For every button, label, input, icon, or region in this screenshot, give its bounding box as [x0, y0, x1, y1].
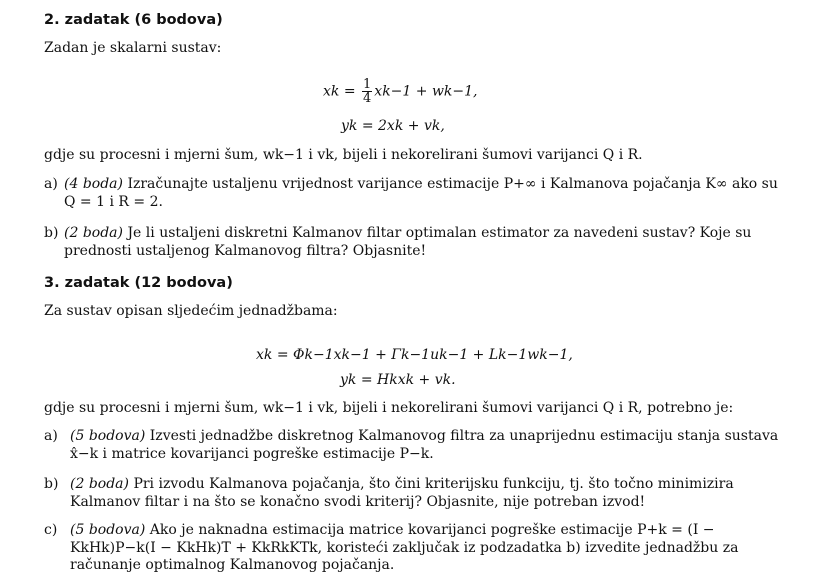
task3-item-b-text: Pri izvodu Kalmanova pojačanja, što čini kriterijsku funkciju, tj. što točno minimizira Kalmanov filtar i na što se konačno svodi kriterij? Objasnite, nije potreban izvod!	[70, 476, 734, 510]
task3-item-c-label: c)	[44, 522, 58, 538]
task2-item-b-label: b)	[44, 225, 59, 241]
task3-item-c-body	[70, 522, 782, 575]
task2-equation-2: yk = 2xk + vk,	[341, 118, 445, 134]
task3-item-a-text: Izvesti jednadžbe diskretnog Kalmanovog filtra za unaprijednu estimaciju stanja sustava x̂−k i matrice kovarijanci pogreške estimacije P−k.	[70, 428, 779, 462]
task2-eq1-lhs: xk =	[323, 83, 361, 100]
task3-item-a-points: (5 bodova)	[70, 428, 146, 444]
task2-eq1-rhs: xk−1 + wk−1,	[374, 83, 478, 100]
task2-eq1-denominator: 4	[363, 91, 372, 106]
task3-item-c-points: (5 bodova)	[70, 522, 146, 538]
task3-item-a-label: a)	[44, 428, 58, 444]
task3-item-c-text: Ako je naknadna estimacija matrice kovarijanci pogreške estimacije P+k = (I − KkHk)P−k(I − KkHk)T + KkRkKTk, koristeći zaključak iz podzadatka b) izvedite jednadžbu za računanje optimalnog Kalmanovog pojačanja.	[70, 522, 739, 573]
task2-item-b-points: (2 boda)	[64, 225, 123, 241]
task3-noise-text: gdje su procesni i mjerni šum, wk−1 i vk, bijeli i nekorelirani šumovi varijanci Q i R, potrebno je:	[44, 400, 734, 416]
task2-item-a-label: a)	[44, 176, 58, 192]
task3-item-a-body	[70, 428, 782, 463]
task3-equation-2: yk = Hkxk + vk.	[340, 372, 456, 388]
task2-item-a-body	[64, 176, 784, 211]
task3-item-b-body	[70, 476, 782, 511]
task2-heading: 2. zadatak (6 bodova)	[44, 12, 223, 28]
task2-item-a-points: (4 boda)	[64, 176, 123, 192]
task2-equation-1	[323, 78, 478, 105]
task3-heading: 3. zadatak (12 bodova)	[44, 275, 233, 291]
task3-item-b-points: (2 boda)	[70, 476, 129, 492]
task3-intro: Za sustav opisan sljedećim jednadžbama:	[44, 303, 338, 319]
task2-item-a-text: Izračunajte ustaljenu vrijednost varijance estimacije P+∞ i Kalmanova pojačanja K∞ ako su Q = 1 i R = 2.	[64, 176, 778, 210]
task2-item-b-body	[64, 225, 784, 260]
task2-noise-text: gdje su procesni i mjerni šum, wk−1 i vk, bijeli i nekorelirani šumovi varijanci Q i R.	[44, 147, 643, 163]
task2-eq1-numerator: 1	[363, 77, 372, 92]
task3-equation-1: xk = Φk−1xk−1 + Γk−1uk−1 + Lk−1wk−1,	[256, 347, 573, 363]
task2-intro: Zadan je skalarni sustav:	[44, 40, 222, 56]
task2-item-b-text: Je li ustaljeni diskretni Kalmanov filtar optimalan estimator za navedeni sustav? Koje su prednosti ustaljenog Kalmanovog filtra? Objasnite!	[64, 225, 752, 259]
task2-eq1-fraction	[362, 78, 372, 105]
task3-item-b-label: b)	[44, 476, 59, 492]
